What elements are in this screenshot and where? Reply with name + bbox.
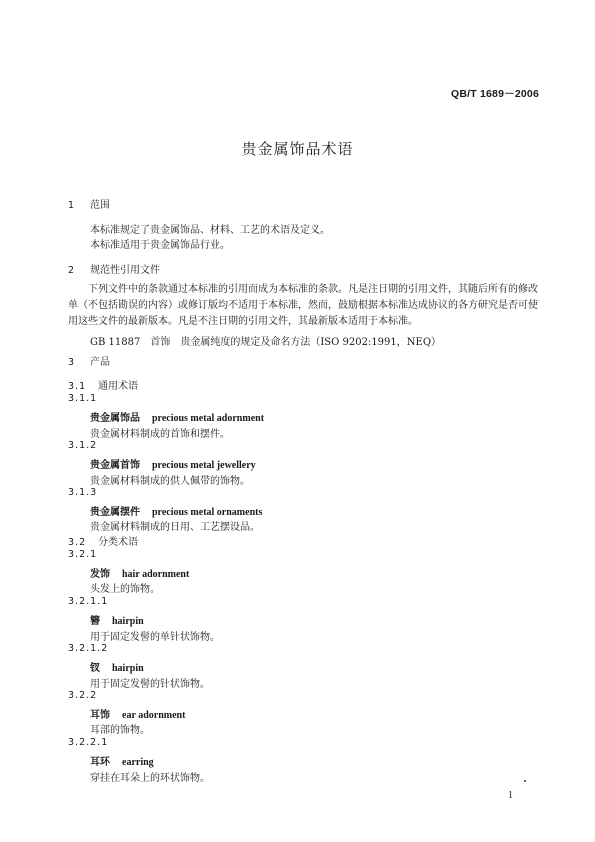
section-number: 3 (68, 357, 76, 368)
reference-item: GB 11887 首饰 贵金属纯度的规定及命名方法（ISO 9202:1991，NEQ） (90, 337, 442, 348)
term-english: precious metal ornaments (152, 507, 263, 518)
term-chinese: 发饰 (90, 569, 110, 580)
term-english: precious metal jewellery (152, 460, 256, 471)
term-chinese: 耳环 (90, 757, 110, 768)
page-number: 1 (508, 790, 513, 801)
section-title: 范围 (90, 200, 110, 211)
term-definition: 贵金属材料制成的日用、工艺摆设品。 (90, 522, 260, 533)
term-definition: 用于固定发髻的针状饰物。 (90, 679, 210, 690)
term-english: hairpin (112, 663, 144, 674)
term-heading (90, 409, 264, 424)
entry-number: 3.2.1.2 (68, 643, 109, 654)
subsection-number: 3.1 (68, 381, 87, 392)
term-chinese: 贵金属首饰 (90, 460, 140, 471)
term-heading (90, 659, 144, 674)
term-chinese: 簪 (90, 616, 100, 627)
section-number: 1 (68, 200, 76, 211)
term-english: hair adornment (122, 569, 190, 580)
subsection-number: 3.2 (68, 537, 87, 548)
term-english: hairpin (112, 616, 144, 627)
normative-references-paragraph: 下列文件中的条款通过本标准的引用而成为本标准的条款。凡是注日期的引用文件，其随后所有的修改单（不包括勘误的内容）或修订版均不适用于本标准，然而，鼓励根据本标准达成协议的各方研究是否可使用这些文件的最新版本。凡是不注日期的引用文件，其最新版本适用于本标准。 (68, 284, 538, 327)
scope-paragraph-2: 本标准适用于贵金属饰品行业。 (90, 240, 230, 251)
section-title: 规范性引用文件 (90, 265, 160, 276)
term-chinese: 贵金属饰品 (90, 413, 140, 424)
section-title: 产品 (90, 357, 110, 368)
scan-mark (524, 780, 526, 782)
subsection-3-1-heading (68, 377, 138, 392)
term-definition: 用于固定发髻的单针状饰物。 (90, 632, 220, 643)
term-definition: 贵金属材料制成的首饰和摆件。 (90, 429, 230, 440)
term-definition: 穿挂在耳朵上的环状饰物。 (90, 773, 210, 784)
term-english: earring (122, 757, 154, 768)
section-number: 2 (68, 265, 76, 276)
section-2-heading (68, 261, 160, 276)
term-heading (90, 456, 256, 471)
term-heading (90, 753, 154, 768)
subsection-3-2-heading (68, 533, 138, 548)
section-1-heading (68, 196, 110, 211)
term-definition: 贵金属材料制成的供人佩带的饰物。 (90, 476, 250, 487)
standard-number: QB/T 1689－2006 (450, 88, 539, 100)
term-english: precious metal adornment (152, 413, 265, 424)
term-heading (90, 612, 144, 627)
section-3-heading (68, 353, 110, 368)
entry-number: 3.2.1 (68, 549, 98, 560)
entry-number: 3.2.1.1 (68, 596, 109, 607)
term-chinese: 贵金属摆件 (90, 507, 140, 518)
entry-number: 3.1.1 (68, 393, 98, 404)
term-english: ear adornment (122, 710, 186, 721)
subsection-title: 通用术语 (98, 381, 138, 392)
subsection-title: 分类术语 (98, 537, 138, 548)
term-chinese: 钗 (90, 663, 100, 674)
entry-number: 3.1.3 (68, 487, 98, 498)
entry-number: 3.2.2.1 (68, 737, 109, 748)
entry-number: 3.2.2 (68, 690, 98, 701)
term-heading (90, 565, 189, 580)
term-definition: 头发上的饰物。 (90, 584, 160, 595)
term-heading (90, 706, 185, 721)
term-definition: 耳部的饰物。 (90, 725, 150, 736)
scope-paragraph-1: 本标准规定了贵金属饰品、材料、工艺的术语及定义。 (90, 225, 330, 236)
entry-number: 3.1.2 (68, 440, 98, 451)
term-chinese: 耳饰 (90, 710, 110, 721)
term-heading (90, 503, 262, 518)
document-title: 贵金属饰品术语 (241, 140, 354, 158)
